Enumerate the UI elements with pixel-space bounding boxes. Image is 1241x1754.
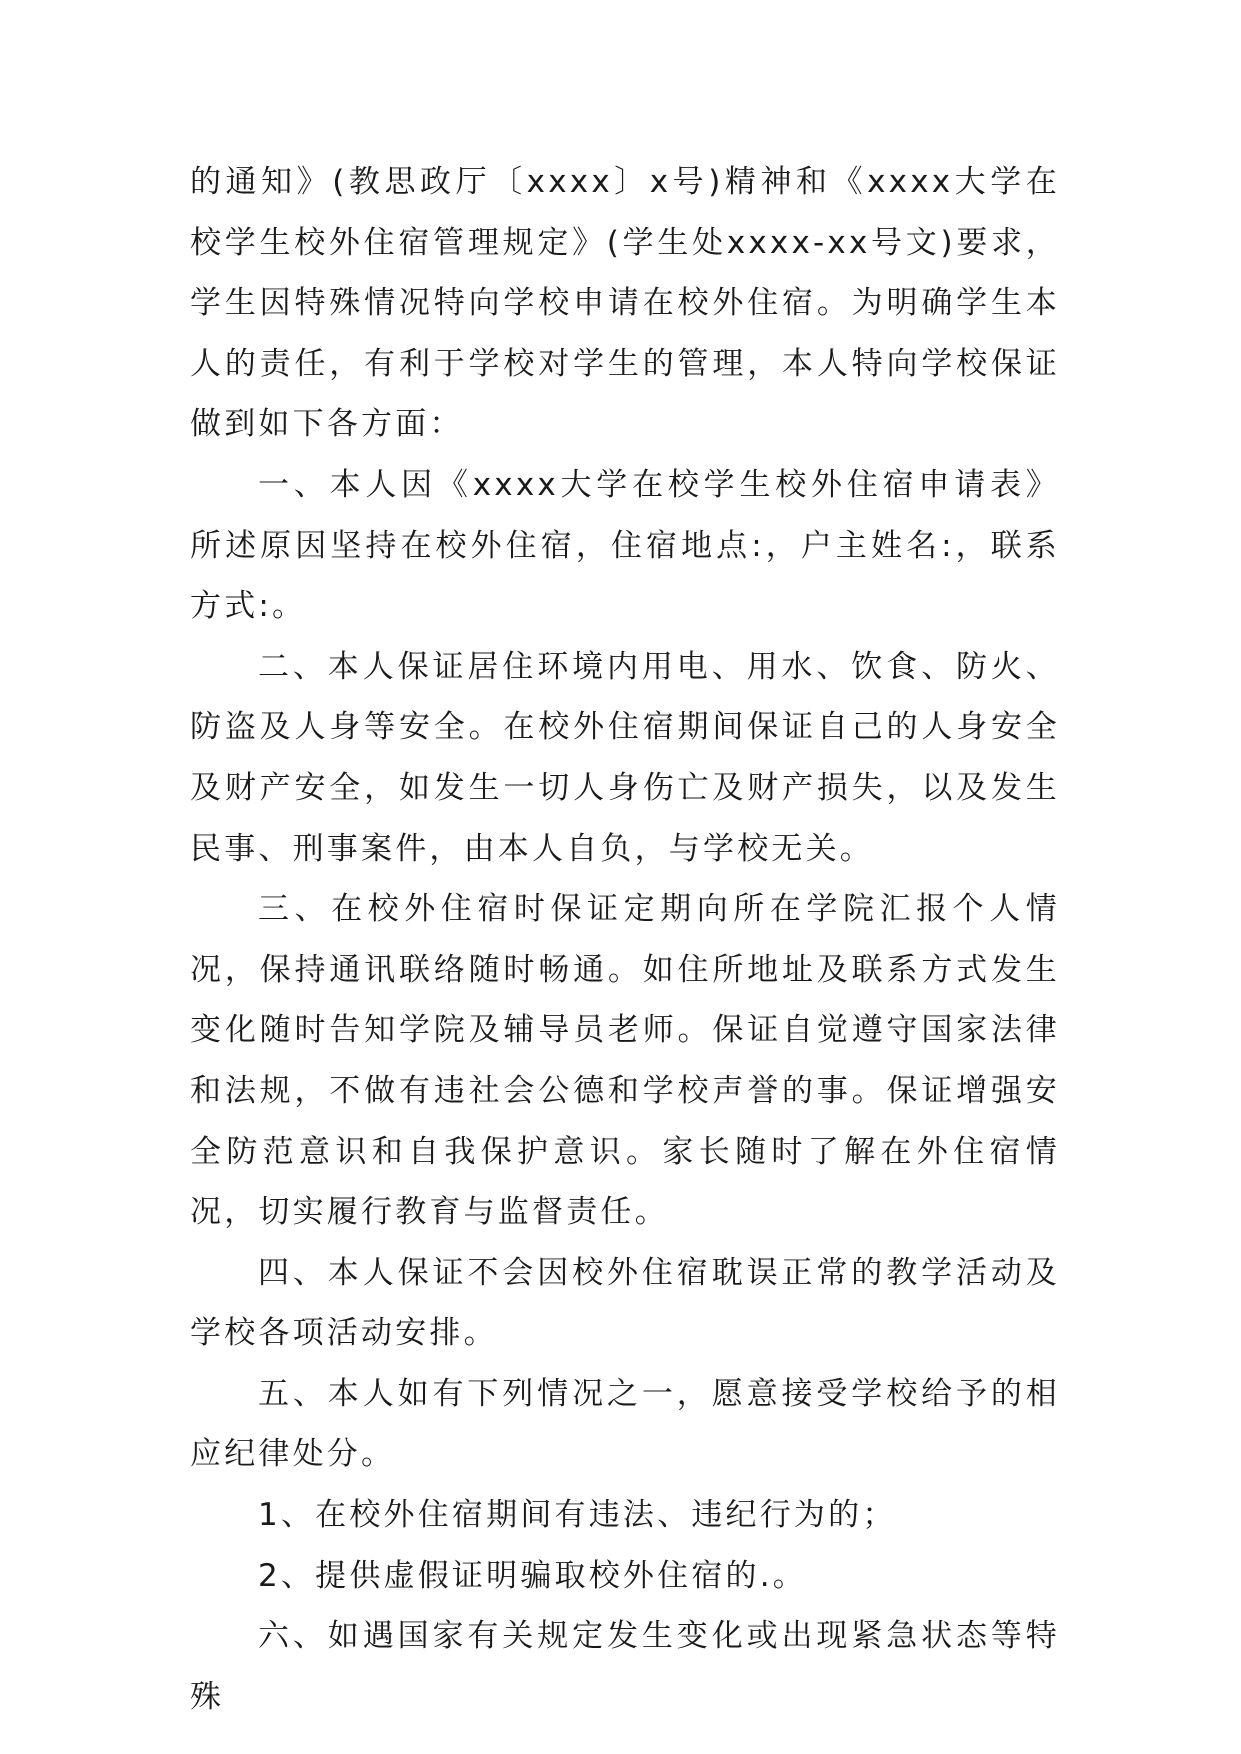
paragraph-item-2: 二、本人保证居住环境内用电、用水、饮食、防火、防盗及人身等安全。在校外住宿期间保证自己的人身安全及财产安全，如发生一切人身伤亡及财产损失，以及发生民事、刑事案件，由本人自负，与学校无关。 [190,648,1060,867]
document-body [190,152,1060,1727]
paragraph-item-5: 五、本人如有下列情况之一，愿意接受学校给予的相应纪律处分。 [190,1375,1060,1473]
paragraph-item-1: 一、本人因《xxxx大学在校学生校外住宿申请表》所述原因坚持在校外住宿，住宿地点:，户主姓名:，联系方式:。 [190,466,1060,625]
paragraph-item-3: 三、在校外住宿时保证定期向所在学院汇报个人情况，保持通讯联络随时畅通。如住所地址及联系方式发生变化随时告知学院及辅导员老师。保证自觉遵守国家法律和法规，不做有违社会公德和学校声誉的事。保证增强安全防范意识和自我保护意识。家长随时了解在外住宿情况，切实履行教育与监督责任。 [190,891,1060,1231]
paragraph-item-6: 六、如遇国家有关规定发生变化或出现紧急状态等特殊 [190,1618,1060,1715]
paragraph-item-4: 四、本人保证不会因校外住宿耽误正常的教学活动及学校各项活动安排。 [190,1254,1060,1352]
paragraph-subitem-1: 1、在校外住宿期间有违法、违纪行为的； [258,1497,897,1534]
paragraph-intro-continued: 的通知》(教思政厅〔xxxx〕x号)精神和《xxxx大学在校学生校外住宿管理规定》(学生处xxxx-xx号文)要求，学生因特殊情况特向学校申请在校外住宿。为明确学生本人的责任，有利于学校对学生的管理，本人特向学校保证做到如下各方面： [190,164,1060,443]
paragraph-subitem-2: 2、提供虚假证明骗取校外住宿的.。 [258,1557,807,1594]
